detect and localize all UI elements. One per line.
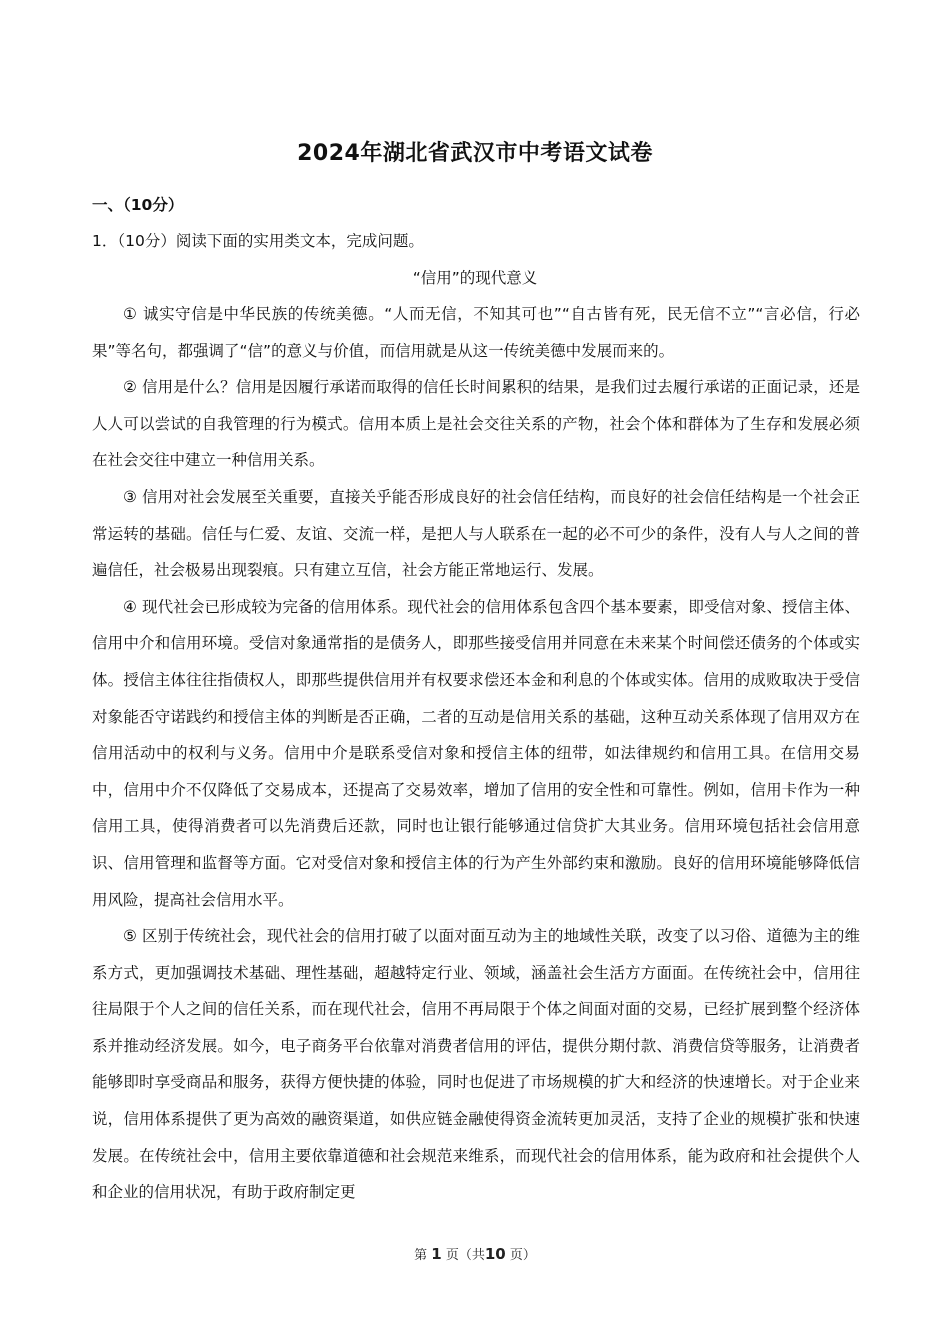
article-body: [92, 296, 860, 1211]
question-prompt: 1．（10分）阅读下面的实用类文本，完成问题。: [92, 232, 424, 250]
page-footer: [0, 1244, 950, 1263]
paragraph-2: ② 信用是什么？信用是因履行承诺而取得的信任长时间累积的结果，是我们过去履行承诺的正面记录，还是人人可以尝试的自我管理的行为模式。信用本质上是社会交往关系的产物，社会个体和群体为了生存和发展必须在社会交往中建立一种信用关系。: [92, 378, 860, 470]
article-title: “信用”的现代意义: [412, 269, 538, 287]
paragraph-1: ① 诚实守信是中华民族的传统美德。“人而无信，不知其可也”“自古皆有死，民无信不立”“言必信，行必果”等名句，都强调了“信”的意义与价值，而信用就是从这一传统美德中发展而来的。: [92, 305, 860, 360]
footer-prefix: 第: [414, 1248, 428, 1263]
footer-total-pages: 10: [484, 1245, 506, 1263]
footer-middle: 页（共: [445, 1248, 485, 1263]
footer-page-number: 1: [431, 1245, 442, 1263]
paragraph-5: ⑤ 区别于传统社会，现代社会的信用打破了以面对面互动为主的地域性关联，改变了以习俗、道德为主的维系方式，更加强调技术基础、理性基础，超越特定行业、领域，涵盖社会生活方方面面。在传统社会中，信用往往局限于个人之间的信任关系，而在现代社会，信用不再局限于个体之间面对面的交易，已经扩展到整个经济体系并推动经济发展。如今，电子商务平台依靠对消费者信用的评估，提供分期付款、消费信贷等服务，让消费者能够即时享受商品和服务，获得方便快捷的体验，同时也促进了市场规模的扩大和经济的快速增长。对于企业来说，信用体系提供了更为高效的融资渠道，如供应链金融使得资金流转更加灵活，支持了企业的规模扩张和快速发展。在传统社会中，信用主要依靠道德和社会规范来维系，而现代社会的信用体系，能为政府和社会提供个人和企业的信用状况，有助于政府制定更: [92, 927, 860, 1202]
exam-title: 2024年湖北省武汉市中考语文试卷: [297, 141, 653, 166]
section-heading: 一、（10分）: [92, 196, 184, 214]
footer-suffix: 页）: [509, 1248, 536, 1263]
paragraph-3: ③ 信用对社会发展至关重要，直接关乎能否形成良好的社会信任结构，而良好的社会信任结构是一个社会正常运转的基础。信任与仁爱、友谊、交流一样，是把人与人联系在一起的必不可少的条件，没有人与人之间的普遍信任，社会极易出现裂痕。只有建立互信，社会方能正常地运行、发展。: [92, 487, 860, 580]
paragraph-4: ④ 现代社会已形成较为完备的信用体系。现代社会的信用体系包含四个基本要素，即受信对象、授信主体、信用中介和信用环境。受信对象通常指的是债务人，即那些接受信用并同意在未来某个时间偿还债务的个体或实体。授信主体往往指债权人，即那些提供信用并有权要求偿还本金和利息的个体或实体。信用的成败取决于受信对象能否守诺践约和授信主体的判断是否正确，二者的互动是信用关系的基础，这种互动关系体现了信用双方在信用活动中的权利与义务。信用中介是联系受信对象和授信主体的纽带，如法律规约和信用工具。在信用交易中，信用中介不仅降低了交易成本，还提高了交易效率，增加了信用的安全性和可靠性。例如，信用卡作为一种信用工具，使得消费者可以先消费后还款，同时也让银行能够通过信贷扩大其业务。信用环境包括社会信用意识、信用管理和监督等方面。它对受信对象和授信主体的行为产生外部约束和激励。良好的信用环境能够降低信用风险，提高社会信用水平。: [92, 597, 860, 909]
